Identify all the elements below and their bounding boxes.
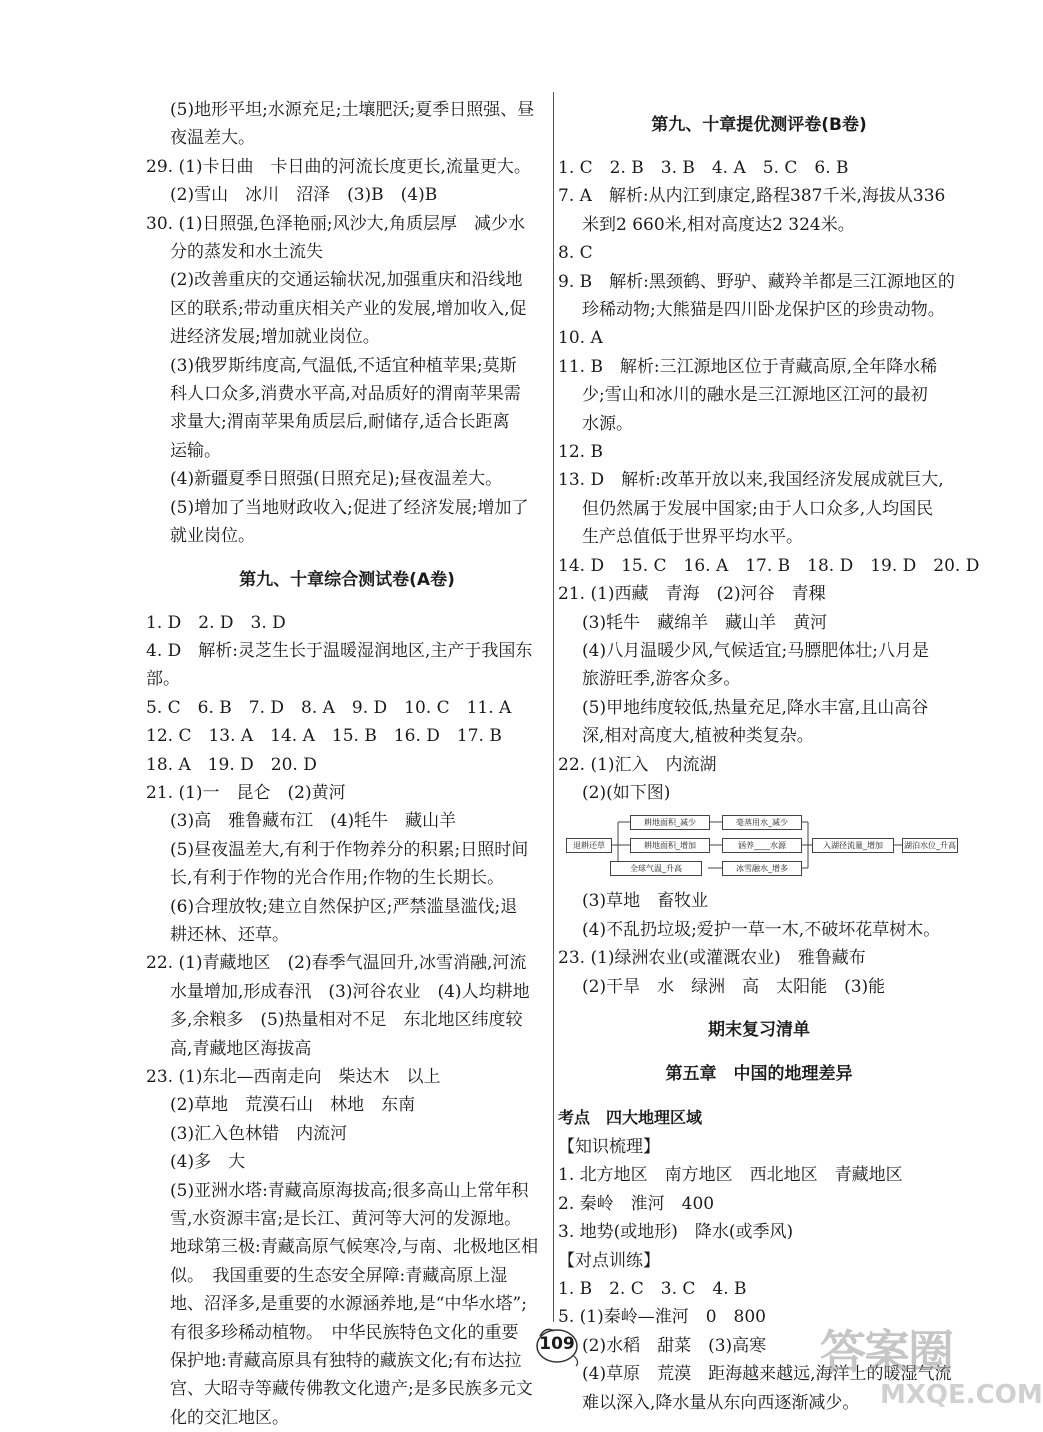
answer-line: 30. (1)日照强,色泽艳丽;风沙大,角质层厚 减少水 bbox=[146, 213, 526, 234]
answer-line: 29. (1)卡日曲 卡日曲的河流长度更长,流量更大。 bbox=[146, 156, 531, 177]
column-divider bbox=[553, 92, 554, 1322]
answer-line: (5)增加了当地财政收入;促进了经济发展;增加了 bbox=[170, 497, 529, 518]
answer-line: 运输。 bbox=[170, 440, 221, 461]
answer-line: 2. 秦岭 淮河 400 bbox=[558, 1193, 715, 1214]
section-title: 期末复习清单 bbox=[708, 1019, 810, 1040]
section-title: 第五章 中国的地理差异 bbox=[665, 1063, 853, 1084]
diagram-box: 入湖径流量_增加 bbox=[812, 838, 894, 853]
answer-line: 23. (1)东北—西南走向 柴达木 以上 bbox=[146, 1067, 441, 1087]
diagram-box: 耕地面积_增加 bbox=[630, 838, 710, 853]
diagram-box: 耕地面积_减少 bbox=[630, 815, 710, 830]
answer-line: 似。 我国重要的生态安全屏障:青藏高原上湿 bbox=[170, 1265, 508, 1286]
watermark-main: 答案圈 bbox=[820, 1325, 952, 1379]
right-answers-top bbox=[558, 110, 980, 807]
diagram-box: 毫蒸用水_减少 bbox=[722, 815, 802, 830]
answer-line: 21. (1)西藏 青海 (2)河谷 青稞 bbox=[558, 584, 826, 605]
answer-line: 1. 北方地区 南方地区 西北地区 青藏地区 bbox=[558, 1165, 903, 1186]
answer-line: 地、沼泽多,是重要的水源涵养地,是“中华水塔”; bbox=[170, 1294, 527, 1315]
answer-line: 就业岗位。 bbox=[170, 526, 255, 547]
section-title: 第九、十章综合测试卷(A卷) bbox=[239, 569, 455, 590]
answer-line: (4)草原 荒漠 距海越来越远,海洋上的暖湿气流 bbox=[582, 1364, 952, 1385]
answer-line: (4)不乱扔垃圾;爱护一草一木,不破坏花草树木。 bbox=[582, 919, 941, 940]
answer-line: 米到2 660米,相对高度达2 324米。 bbox=[582, 214, 855, 235]
answer-line: 5. (1)秦岭—淮河 0 800 bbox=[558, 1307, 766, 1328]
answer-line: 深,相对高度大,植被种类复杂。 bbox=[582, 726, 814, 747]
answer-line: 4. D 解析:灵芝生长于温暖湿润地区,主产于我国东 bbox=[146, 640, 533, 661]
answer-line: (3)高 雅鲁藏布江 (4)牦牛 藏山羊 bbox=[170, 811, 457, 832]
answer-line: (2)雪山 冰川 沼泽 (3)B (4)B bbox=[170, 185, 438, 206]
answer-line: 11. B 解析:三江源地区位于青藏高原,全年降水稀 bbox=[558, 356, 938, 377]
answer-line: 5. C 6. B 7. D 8. A 9. D 10. C 11. A bbox=[146, 697, 512, 718]
answer-line: (4)新疆夏季日照强(日照充足);昼夜温差大。 bbox=[170, 469, 503, 490]
answer-line: 23. (1)绿洲农业(或灌溉农业) 雅鲁藏布 bbox=[558, 948, 866, 969]
watermark-logo bbox=[820, 1316, 1043, 1416]
answer-line: 14. D 15. C 16. A 17. B 18. D 19. D 20. D bbox=[558, 555, 980, 576]
answer-line: 耕还林、还草。 bbox=[170, 924, 289, 945]
answer-line: 7. A 解析:从内江到康定,路程387千米,海拔从336 bbox=[558, 186, 946, 207]
answer-line: 22. (1)汇入 内流湖 bbox=[558, 754, 717, 775]
answer-line: 化的交汇地区。 bbox=[170, 1407, 289, 1428]
answer-line: (2)草地 荒漠石山 林地 东南 bbox=[170, 1095, 416, 1116]
answer-line: 夜温差大。 bbox=[170, 128, 255, 149]
answer-line: (2)改善重庆的交通运输状况,加强重庆和沿线地 bbox=[170, 270, 523, 291]
answer-line: 12. B bbox=[558, 442, 603, 463]
answer-line: 9. B 解析:黑颈鹤、野驴、藏羚羊都是三江源地区的 bbox=[558, 271, 955, 292]
answer-line: 有很多珍稀动植物。 中华民族特色文化的重要 bbox=[170, 1322, 519, 1343]
diagram-box: 冰雪融水_增多 bbox=[722, 861, 802, 876]
answer-line: 10. A bbox=[558, 328, 603, 349]
answer-line: 区的联系;带动重庆相关产业的发展,增加收入,促 bbox=[170, 298, 527, 319]
answer-line: (4)八月温暖少风,气候适宜;马膘肥体壮;八月是 bbox=[582, 640, 929, 661]
page-number: 109 bbox=[539, 1334, 575, 1354]
answer-line: 进经济发展;增加就业岗位。 bbox=[170, 327, 380, 348]
answer-line: 12. C 13. A 14. A 15. B 16. D 17. B bbox=[146, 726, 502, 747]
answer-line: 13. D 解析:改革开放以来,我国经济发展成就巨大, bbox=[558, 470, 944, 491]
answer-line: 部。 bbox=[146, 669, 180, 690]
answer-line: 长,有利于作物的光合作用;作物的生长期长。 bbox=[170, 868, 505, 889]
answer-line: (5)地形平坦;水源充足;土壤肥沃;夏季日照强、昼 bbox=[170, 100, 535, 120]
answer-line: 雪,水资源丰富;是长江、黄河等大河的发源地。 bbox=[170, 1209, 522, 1230]
answer-line: 难以深入,降水量从东向西逐渐减少。 bbox=[582, 1392, 860, 1413]
answer-line: 多,余粮多 (5)热量相对不足 东北地区纬度较 bbox=[170, 1010, 523, 1031]
diagram-box: 全球气温_升高 bbox=[610, 861, 702, 876]
answer-line: (5)昼夜温差大,有利于作物养分的积累;日照时间 bbox=[170, 839, 529, 860]
answer-line: (2)(如下图) bbox=[582, 782, 671, 803]
answer-line: 科人口众多,消费水平高,对品质好的渭南苹果需 bbox=[170, 384, 521, 405]
answer-line: 水量增加,形成春汛 (3)河谷农业 (4)人均耕地 bbox=[170, 981, 530, 1002]
answer-line: 地球第三极:青藏高原气候寒冷,与南、北极地区相 bbox=[170, 1237, 539, 1258]
answer-line: 21. (1)一 昆仑 (2)黄河 bbox=[146, 782, 346, 803]
answer-line: 求量大;渭南苹果角质层后,耐储存,适合长距离 bbox=[170, 412, 510, 433]
answer-line: (5)亚洲水塔:青藏高原海拔高;很多高山上常年积 bbox=[170, 1180, 529, 1201]
answer-line: (3)牦牛 藏绵羊 藏山羊 黄河 bbox=[582, 612, 828, 633]
answer-line: 1. B 2. C 3. C 4. B bbox=[558, 1279, 747, 1299]
answer-line: 珍稀动物;大熊猫是四川卧龙保护区的珍贵动物。 bbox=[582, 300, 945, 321]
answer-line: (2)干旱 水 绿洲 高 太阳能 (3)能 bbox=[582, 976, 886, 997]
answer-line: (3)汇入色林错 内流河 bbox=[170, 1123, 348, 1144]
diagram-start-box: 退耕还草 bbox=[566, 838, 612, 853]
left-column bbox=[146, 96, 548, 1432]
answer-line: (3)俄罗斯纬度高,气温低,不适宜种植苹果;莫斯 bbox=[170, 355, 517, 376]
answer-line: 高,青藏地区海拔高 bbox=[170, 1038, 312, 1059]
answer-line: (4)多 大 bbox=[170, 1152, 246, 1173]
section-subtitle: 考点 四大地理区域 bbox=[558, 1107, 703, 1127]
answer-line: (2)水稻 甜菜 (3)高寒 bbox=[582, 1335, 767, 1356]
answer-line: 1. D 2. D 3. D bbox=[146, 612, 286, 633]
answer-line: 宫、大昭寺等藏传佛教文化遗产;是多民族多元文 bbox=[170, 1379, 533, 1400]
answer-line: 【知识梳理】 bbox=[558, 1136, 660, 1157]
answer-line: 但仍然属于发展中国家;由于人口众多,人均国民 bbox=[582, 498, 934, 519]
answer-line: (3)草地 畜牧业 bbox=[582, 891, 709, 912]
answer-line: (5)甲地纬度较低,热量充足,降水丰富,且山高谷 bbox=[582, 697, 929, 718]
diagram-box: 涵养____水源 bbox=[722, 838, 802, 853]
answer-line: 旅游旺季,游客众多。 bbox=[582, 669, 741, 690]
answer-line: 保护地:青藏高原具有独特的藏族文化;有布达拉 bbox=[170, 1351, 522, 1372]
answer-line: 8. C bbox=[558, 243, 593, 264]
diagram-end-box: 湖泊水位_升高 bbox=[902, 838, 958, 853]
answer-line: 水源。 bbox=[582, 413, 633, 434]
section-title: 第九、十章提优测评卷(B卷) bbox=[651, 115, 867, 135]
answer-line: 1. C 2. B 3. B 4. A 5. C 6. B bbox=[558, 158, 849, 178]
answer-line: 生产总值低于世界平均水平。 bbox=[582, 527, 803, 548]
answer-line: 分的蒸发和水土流失 bbox=[170, 242, 323, 263]
answer-line: (6)合理放牧;建立自然保护区;严禁滥垦滥伐;退 bbox=[170, 896, 518, 917]
page-number-badge bbox=[532, 1322, 582, 1370]
answer-line: 少;雪山和冰川的融水是三江源地区江河的最初 bbox=[582, 385, 928, 406]
watermark-sub: MXQE.COM bbox=[880, 1380, 1043, 1410]
answer-line: 3. 地势(或地形) 降水(或季风) bbox=[558, 1222, 794, 1243]
answer-line: 【对点训练】 bbox=[558, 1250, 660, 1271]
answer-line: 22. (1)青藏地区 (2)春季气温回升,冰雪消融,河流 bbox=[146, 953, 527, 974]
answer-line: 18. A 19. D 20. D bbox=[146, 754, 317, 775]
flow-diagram bbox=[548, 809, 960, 883]
